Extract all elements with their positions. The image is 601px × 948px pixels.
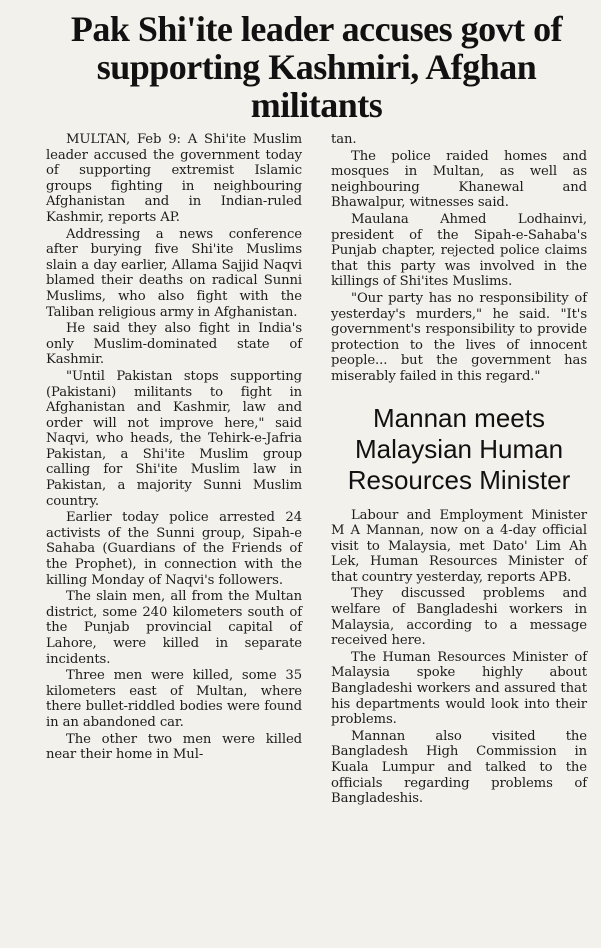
article1-paragraph: Maulana Ahmed Lodhainvi, president of the Sipah-e-Sahaba's Punjab chapter, rejected police claims that this party was involved in the killings of Shi'ites Muslims. [331,211,587,290]
article1-column-left [46,132,302,807]
article-columns [46,132,587,807]
article1-paragraph: The police raided homes and mosques in Multan, as well as neighbouring Khanewal and Bhawalpur, witnesses said. [331,148,587,211]
article1-paragraph: Three men were killed, some 35 kilometers east of Multan, where there bullet-riddled bodies were found in an abandoned car. [46,668,302,730]
article-column-right [331,132,587,807]
article1-paragraph: MULTAN, Feb 9: A Shi'ite Muslim leader accused the government today of supporting extremist Islamic groups fighting in neighbouring Afghanistan and in Indian-ruled Kashmir, reports AP. [46,132,302,225]
article2-paragraph: Labour and Employment Minister M A Mannan, now on a 4-day official visit to Malaysia, met Dato' Lim Ah Lek, Human Resources Minister of that country yesterday, reports APB. [331,507,587,585]
article1-paragraph: He said they also fight in India's only Muslim-dominated state of Kashmir. [46,321,302,368]
article1-continuation: tan. [331,132,357,147]
article1-paragraph: "Until Pakistan stops supporting (Pakistani) militants to fight in Afghanistan and Kashmir, law and order will not improve here," said Naqvi, who heads, the Tehirk-e-Jafria Pakistan, a Shi'ite Muslim group calling for Shi'ite Muslim law in Pakistan, a majority Sunni Muslim country. [46,368,302,509]
article1-paragraph: The other two men were killed near their home in Mul- [46,731,302,763]
article2-headline: Mannan meets Malaysian Human Resources Minister [347,402,571,495]
article2-paragraph: The Human Resources Minister of Malaysia spoke highly about Bangladeshi workers and assured that his departments would look into their problems. [331,649,587,728]
article1-paragraph: Addressing a news conference after burying five Shi'ite Muslims slain a day earlier, Allama Sajjid Naqvi blamed their deaths on radical Sunni Muslims, who also fight with the Taliban religious army in Afghanistan. [46,226,302,320]
article1-paragraph: Earlier today police arrested 24 activists of the Sunni group, Sipah-e Sahaba (Guardians of the Friends of the Prophet), in connection with the killing Monday of Naqvi's followers. [46,510,302,588]
article2-paragraph: Mannan also visited the Bangladesh High Commission in Kuala Lumpur and talked to the officials regarding problems of Bangladeshis. [331,728,587,807]
main-headline: Pak Shi'ite leader accuses govt of supporting Kashmiri, Afghan militants [70,9,563,125]
article1-paragraph: The slain men, all from the Multan district, some 240 kilometers south of the Punjab provincial capital of Lahore, were killed in separate incidents. [46,589,302,667]
article2-paragraph: They discussed problems and welfare of Bangladeshi workers in Malaysia, according to a message received here. [331,586,587,649]
article1-paragraph: "Our party has no responsibility of yesterday's murders," he said. "It's government's responsibility to provide protection to the lives of innocent people... but the government has miserably failed in this regard." [331,290,587,384]
